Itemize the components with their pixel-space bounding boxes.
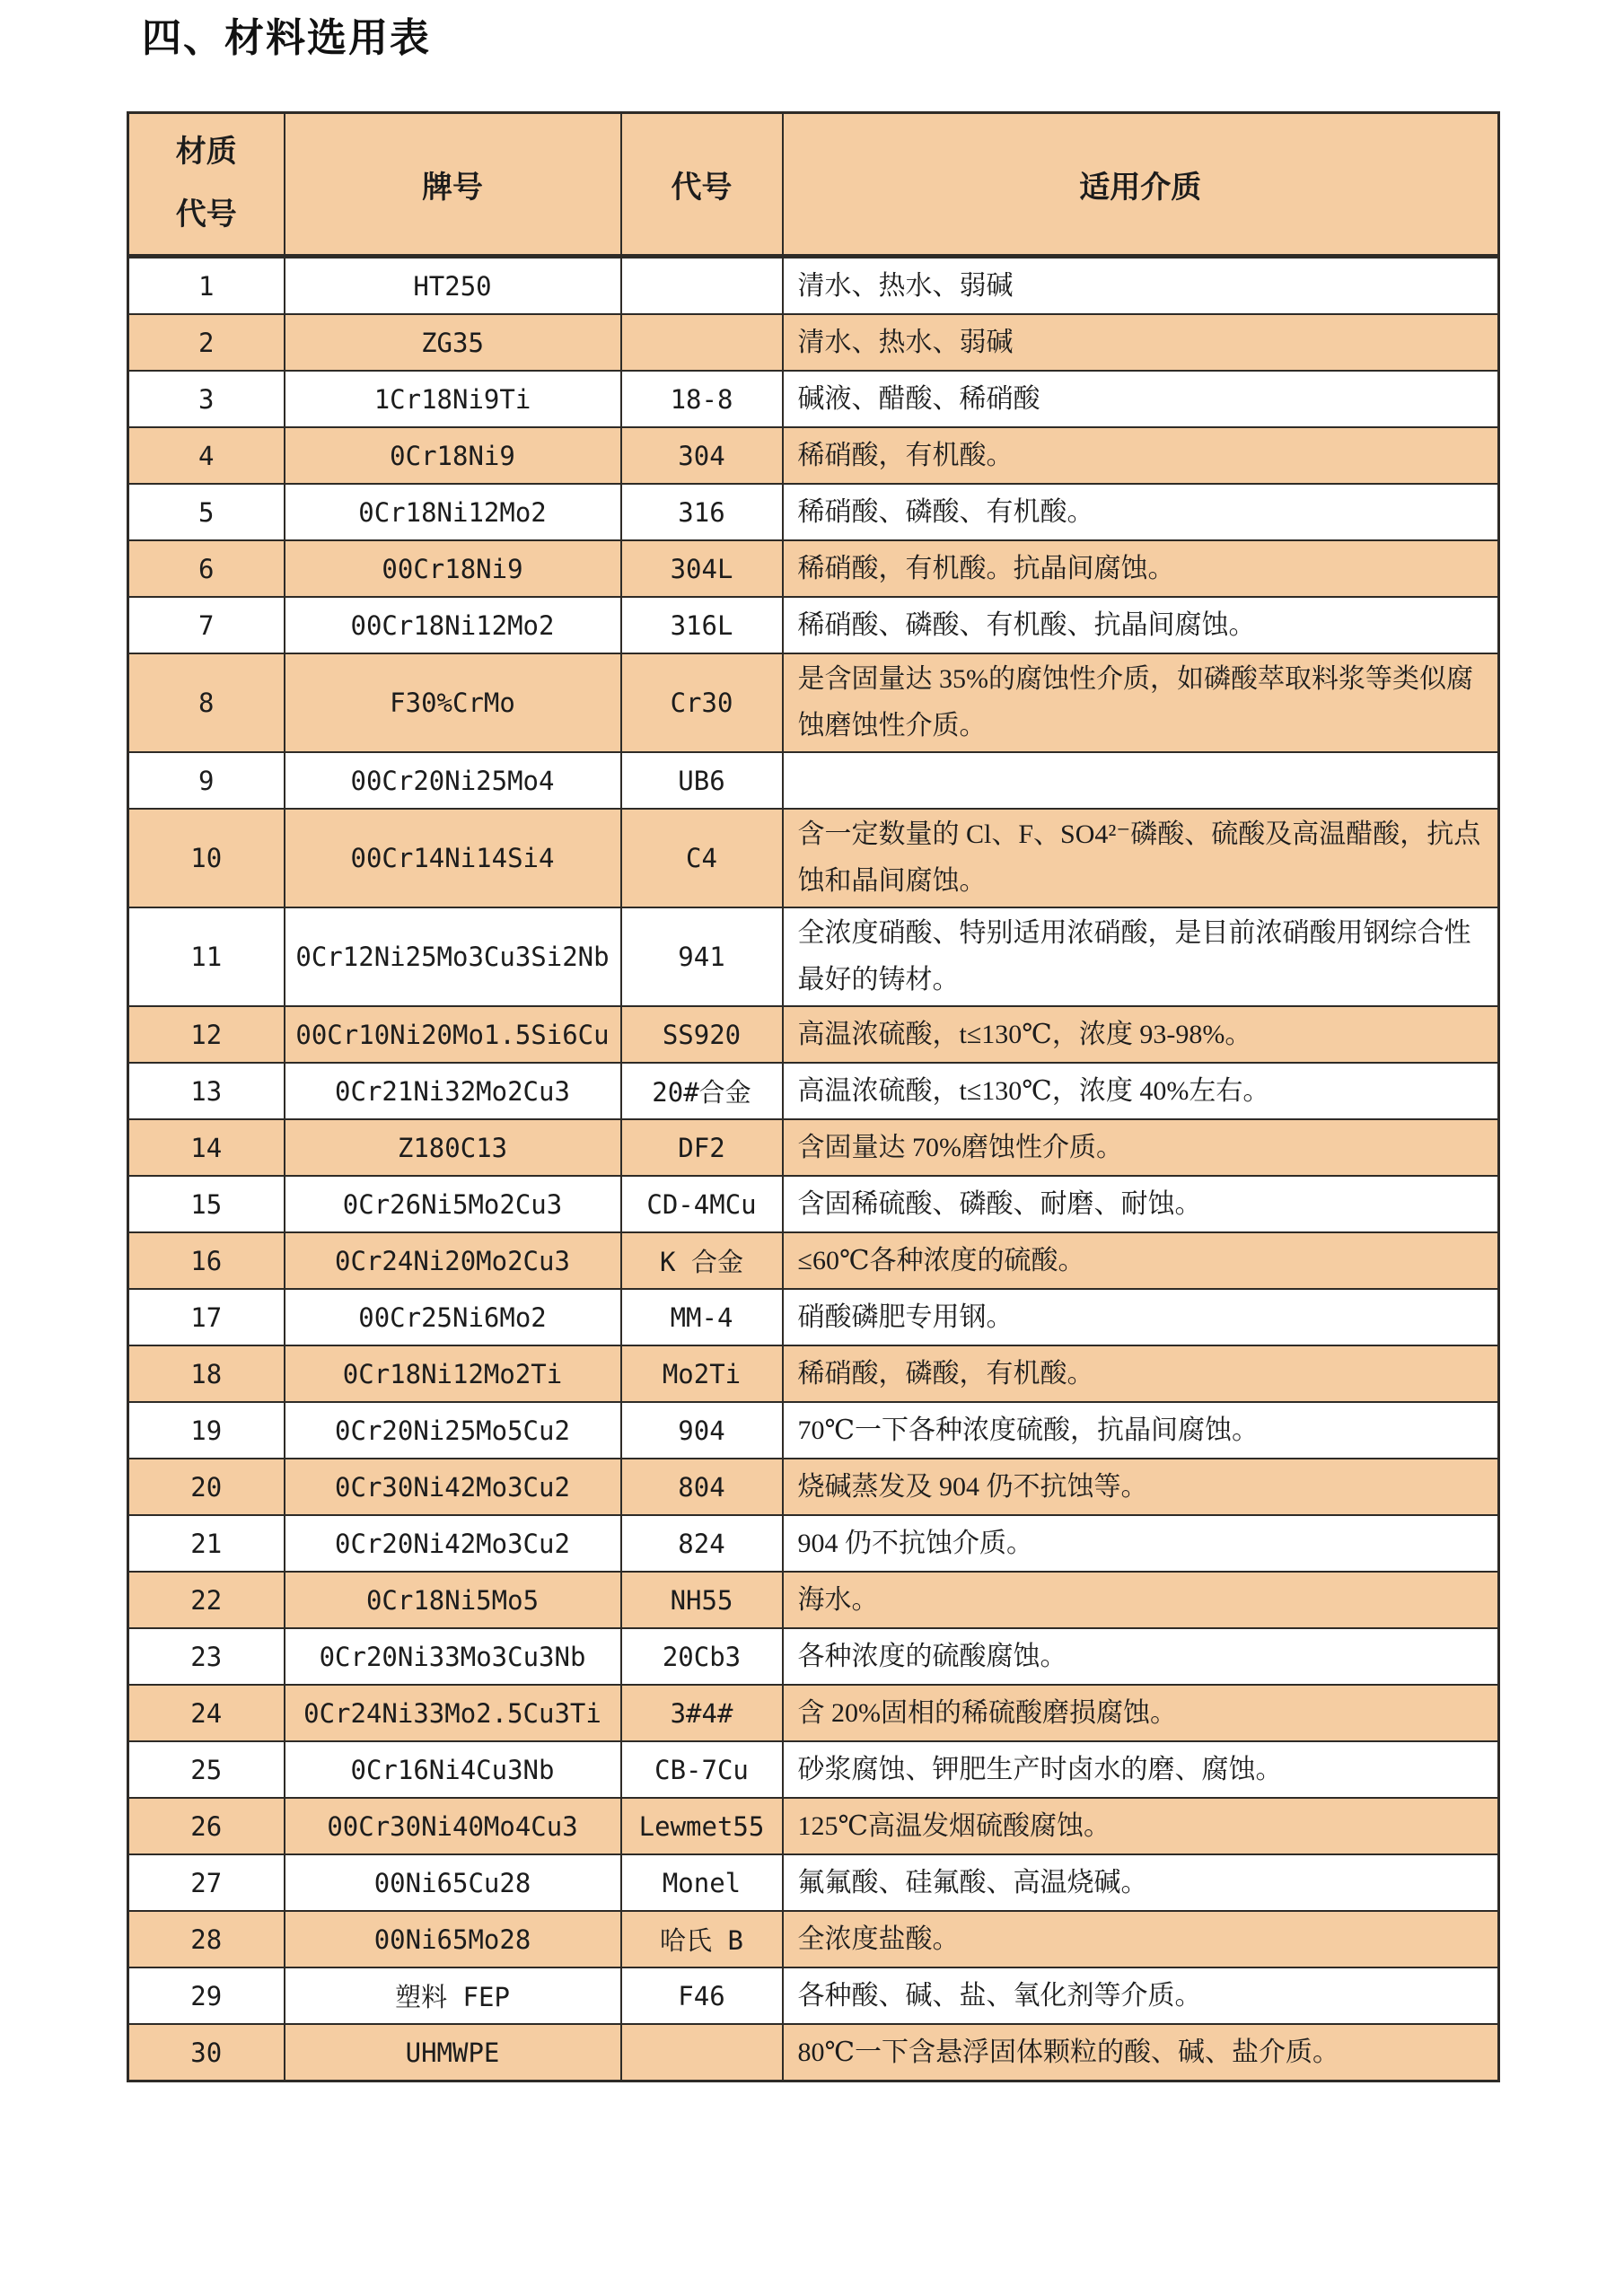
- cell-code: CD-4MCu: [621, 1176, 783, 1232]
- cell-code: UB6: [621, 752, 783, 809]
- table-row: [128, 427, 1499, 484]
- table-row: [128, 257, 1499, 315]
- table-row: [128, 1515, 1499, 1572]
- cell-material-code: 24: [128, 1685, 285, 1741]
- cell-grade: 0Cr20Ni25Mo5Cu2: [285, 1402, 621, 1459]
- cell-material-code: 18: [128, 1345, 285, 1402]
- table-row: [128, 1232, 1499, 1289]
- header-grade: 牌号: [285, 113, 621, 257]
- table-row: [128, 1063, 1499, 1119]
- cell-code: SS920: [621, 1006, 783, 1063]
- table-row: [128, 1798, 1499, 1854]
- cell-material-code: 30: [128, 2024, 285, 2081]
- cell-grade: 0Cr20Ni33Mo3Cu3Nb: [285, 1628, 621, 1685]
- table-row: [128, 1854, 1499, 1911]
- cell-grade: 塑料 FEP: [285, 1967, 621, 2024]
- cell-code: 824: [621, 1515, 783, 1572]
- cell-grade: 1Cr18Ni9Ti: [285, 371, 621, 427]
- table-row: [128, 1006, 1499, 1063]
- cell-code: 304: [621, 427, 783, 484]
- cell-media: 70℃一下各种浓度硫酸，抗晶间腐蚀。: [783, 1402, 1499, 1459]
- cell-code: 316: [621, 484, 783, 540]
- cell-code: 904: [621, 1402, 783, 1459]
- cell-code: 941: [621, 907, 783, 1006]
- cell-media: 全浓度硝酸、特别适用浓硝酸，是目前浓硝酸用钢综合性最好的铸材。: [783, 907, 1499, 1006]
- cell-material-code: 4: [128, 427, 285, 484]
- cell-code: 804: [621, 1459, 783, 1515]
- table-row: [128, 1628, 1499, 1685]
- cell-code: Mo2Ti: [621, 1345, 783, 1402]
- cell-media: 含固稀硫酸、磷酸、耐磨、耐蚀。: [783, 1176, 1499, 1232]
- cell-media: 硝酸磷肥专用钢。: [783, 1289, 1499, 1345]
- table-row: [128, 1741, 1499, 1798]
- cell-code: NH55: [621, 1572, 783, 1628]
- cell-grade: 00Cr18Ni9: [285, 540, 621, 597]
- table-row: [128, 484, 1499, 540]
- cell-material-code: 26: [128, 1798, 285, 1854]
- cell-media: 稀硝酸、磷酸、有机酸、抗晶间腐蚀。: [783, 597, 1499, 653]
- table-row: [128, 653, 1499, 752]
- table-row: [128, 2024, 1499, 2081]
- cell-grade: Z180C13: [285, 1119, 621, 1176]
- cell-code: K 合金: [621, 1232, 783, 1289]
- header-material-code: [128, 113, 285, 257]
- cell-grade: 0Cr26Ni5Mo2Cu3: [285, 1176, 621, 1232]
- cell-media: 高温浓硫酸，t≤130℃，浓度 40%左右。: [783, 1063, 1499, 1119]
- cell-grade: 00Cr10Ni20Mo1.5Si6Cu: [285, 1006, 621, 1063]
- cell-grade: F30%CrMo: [285, 653, 621, 752]
- cell-code: C4: [621, 809, 783, 907]
- cell-code: [621, 257, 783, 315]
- cell-media: [783, 752, 1499, 809]
- cell-media: 稀硝酸，磷酸，有机酸。: [783, 1345, 1499, 1402]
- header-material-code-line2: 代号: [175, 198, 237, 232]
- table-row: [128, 314, 1499, 371]
- table-row: [128, 1119, 1499, 1176]
- cell-material-code: 10: [128, 809, 285, 907]
- cell-code: 18-8: [621, 371, 783, 427]
- cell-material-code: 12: [128, 1006, 285, 1063]
- cell-code: Monel: [621, 1854, 783, 1911]
- cell-code: [621, 314, 783, 371]
- table-row: [128, 809, 1499, 907]
- cell-material-code: 14: [128, 1119, 285, 1176]
- cell-media: 125℃高温发烟硫酸腐蚀。: [783, 1798, 1499, 1854]
- table-row: [128, 540, 1499, 597]
- table-row: [128, 1345, 1499, 1402]
- cell-grade: 0Cr24Ni33Mo2.5Cu3Ti: [285, 1685, 621, 1741]
- cell-material-code: 16: [128, 1232, 285, 1289]
- cell-grade: 0Cr30Ni42Mo3Cu2: [285, 1459, 621, 1515]
- cell-material-code: 1: [128, 257, 285, 315]
- cell-media: ≤60℃各种浓度的硫酸。: [783, 1232, 1499, 1289]
- cell-code: DF2: [621, 1119, 783, 1176]
- cell-material-code: 3: [128, 371, 285, 427]
- cell-material-code: 21: [128, 1515, 285, 1572]
- cell-code: [621, 2024, 783, 2081]
- cell-material-code: 20: [128, 1459, 285, 1515]
- cell-code: CB-7Cu: [621, 1741, 783, 1798]
- cell-grade: 00Cr30Ni40Mo4Cu3: [285, 1798, 621, 1854]
- cell-media: 80℃一下含悬浮固体颗粒的酸、碱、盐介质。: [783, 2024, 1499, 2081]
- material-selection-table: [127, 111, 1500, 2082]
- header-media: 适用介质: [783, 113, 1499, 257]
- cell-material-code: 27: [128, 1854, 285, 1911]
- cell-grade: 0Cr24Ni20Mo2Cu3: [285, 1232, 621, 1289]
- cell-grade: 00Cr18Ni12Mo2: [285, 597, 621, 653]
- cell-media: 清水、热水、弱碱: [783, 314, 1499, 371]
- cell-media: 高温浓硫酸，t≤130℃，浓度 93-98%。: [783, 1006, 1499, 1063]
- cell-code: F46: [621, 1967, 783, 2024]
- table-row: [128, 1289, 1499, 1345]
- cell-grade: UHMWPE: [285, 2024, 621, 2081]
- cell-code: 304L: [621, 540, 783, 597]
- table-row: [128, 752, 1499, 809]
- cell-media: 碱液、醋酸、稀硝酸: [783, 371, 1499, 427]
- cell-code: 20#合金: [621, 1063, 783, 1119]
- cell-media: 含一定数量的 Cl、F、SO4²⁻磷酸、硫酸及高温醋酸，抗点蚀和晶间腐蚀。: [783, 809, 1499, 907]
- cell-media: 稀硝酸，有机酸。抗晶间腐蚀。: [783, 540, 1499, 597]
- cell-material-code: 29: [128, 1967, 285, 2024]
- table-row: [128, 1967, 1499, 2024]
- cell-media: 904 仍不抗蚀介质。: [783, 1515, 1499, 1572]
- page-title: 四、材料选用表: [142, 16, 431, 60]
- cell-material-code: 11: [128, 907, 285, 1006]
- table-row: [128, 597, 1499, 653]
- cell-media: 各种酸、碱、盐、氧化剂等介质。: [783, 1967, 1499, 2024]
- cell-material-code: 19: [128, 1402, 285, 1459]
- cell-code: 3#4#: [621, 1685, 783, 1741]
- cell-material-code: 28: [128, 1911, 285, 1967]
- cell-grade: 00Cr14Ni14Si4: [285, 809, 621, 907]
- table-row: [128, 1402, 1499, 1459]
- cell-material-code: 23: [128, 1628, 285, 1685]
- cell-media: 各种浓度的硫酸腐蚀。: [783, 1628, 1499, 1685]
- cell-media: 海水。: [783, 1572, 1499, 1628]
- cell-media: 含 20%固相的稀硫酸磨损腐蚀。: [783, 1685, 1499, 1741]
- cell-material-code: 7: [128, 597, 285, 653]
- cell-grade: 0Cr21Ni32Mo2Cu3: [285, 1063, 621, 1119]
- header-row: [128, 113, 1499, 257]
- cell-material-code: 25: [128, 1741, 285, 1798]
- cell-code: 哈氏 B: [621, 1911, 783, 1967]
- cell-grade: 00Cr25Ni6Mo2: [285, 1289, 621, 1345]
- cell-material-code: 6: [128, 540, 285, 597]
- cell-material-code: 9: [128, 752, 285, 809]
- cell-media: 含固量达 70%磨蚀性介质。: [783, 1119, 1499, 1176]
- cell-material-code: 22: [128, 1572, 285, 1628]
- cell-material-code: 17: [128, 1289, 285, 1345]
- cell-material-code: 5: [128, 484, 285, 540]
- cell-code: 316L: [621, 597, 783, 653]
- cell-code: Lewmet55: [621, 1798, 783, 1854]
- cell-grade: 0Cr12Ni25Mo3Cu3Si2Nb: [285, 907, 621, 1006]
- cell-media: 烧碱蒸发及 904 仍不抗蚀等。: [783, 1459, 1499, 1515]
- cell-grade: 0Cr18Ni12Mo2Ti: [285, 1345, 621, 1402]
- table-row: [128, 907, 1499, 1006]
- cell-media: 是含固量达 35%的腐蚀性介质，如磷酸萃取料浆等类似腐蚀磨蚀性介质。: [783, 653, 1499, 752]
- cell-grade: 0Cr18Ni5Mo5: [285, 1572, 621, 1628]
- table-row: [128, 371, 1499, 427]
- cell-code: MM-4: [621, 1289, 783, 1345]
- table-row: [128, 1685, 1499, 1741]
- cell-material-code: 8: [128, 653, 285, 752]
- cell-media: 全浓度盐酸。: [783, 1911, 1499, 1967]
- cell-grade: 00Ni65Cu28: [285, 1854, 621, 1911]
- cell-material-code: 15: [128, 1176, 285, 1232]
- table-row: [128, 1911, 1499, 1967]
- cell-material-code: 13: [128, 1063, 285, 1119]
- header-material-code-line1: 材质: [175, 136, 237, 169]
- cell-media: 清水、热水、弱碱: [783, 257, 1499, 315]
- cell-code: Cr30: [621, 653, 783, 752]
- cell-material-code: 2: [128, 314, 285, 371]
- cell-code: 20Cb3: [621, 1628, 783, 1685]
- cell-grade: 0Cr18Ni12Mo2: [285, 484, 621, 540]
- cell-media: 稀硝酸、磷酸、有机酸。: [783, 484, 1499, 540]
- table-row: [128, 1459, 1499, 1515]
- cell-media: 砂浆腐蚀、钾肥生产时卤水的磨、腐蚀。: [783, 1741, 1499, 1798]
- table-row: [128, 1176, 1499, 1232]
- cell-grade: ZG35: [285, 314, 621, 371]
- cell-grade: 0Cr20Ni42Mo3Cu2: [285, 1515, 621, 1572]
- cell-grade: 0Cr18Ni9: [285, 427, 621, 484]
- table-row: [128, 1572, 1499, 1628]
- header-code: 代号: [621, 113, 783, 257]
- cell-media: 稀硝酸，有机酸。: [783, 427, 1499, 484]
- cell-grade: 00Ni65Mo28: [285, 1911, 621, 1967]
- cell-grade: HT250: [285, 257, 621, 315]
- cell-grade: 00Cr20Ni25Mo4: [285, 752, 621, 809]
- cell-grade: 0Cr16Ni4Cu3Nb: [285, 1741, 621, 1798]
- cell-media: 氟氟酸、硅氟酸、高温烧碱。: [783, 1854, 1499, 1911]
